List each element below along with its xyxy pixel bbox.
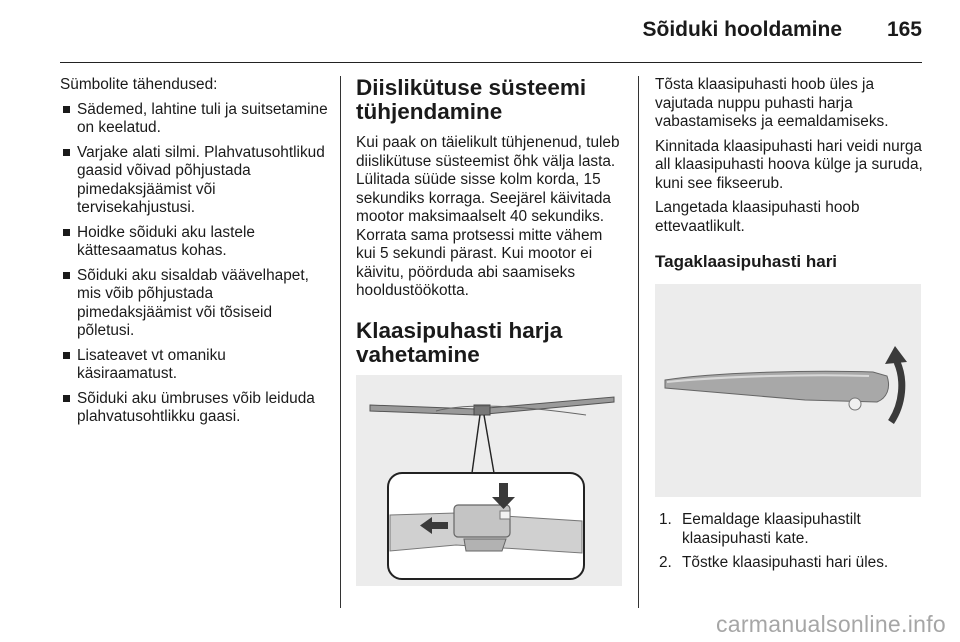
- symbol-list: [60, 101, 330, 427]
- rear-wiper-diagram: [655, 284, 921, 497]
- header-divider: [60, 62, 922, 63]
- list-item: Lisateavet vt omaniku käsiraamatust.: [60, 347, 330, 384]
- column-1: [60, 76, 330, 433]
- bullet-square-icon: [63, 149, 70, 156]
- list-item: Varjake alati silmi. Plahvatusohtlikud gaasid võivad põhjustada pimedaksjäämist või tervisekahjustusi.: [60, 144, 330, 218]
- bullet-square-icon: [63, 229, 70, 236]
- diesel-paragraph: Kui paak on täielikult tühjenenud, tuleb diislikütuse süsteemist õhk välja lasta. Lülitada süüde sisse kolm korda, 15 sekundiks korraga. Seejärel käivitada mootor maksimaalselt 40 sekundiks. Korrata sama protsessi mitte vähem kui 5 sekundi pärast. Kui mootor ei käivitu, pöörduda abi saamiseks hooldustöökotta.: [356, 134, 620, 299]
- bullet-square-icon: [63, 395, 70, 402]
- wiper-blade-diagram: [356, 375, 622, 586]
- column-3: [655, 76, 923, 579]
- wiper-step-paragraph-2: Kinnitada klaasipuhasti hari veidi nurga all klaasipuhasti hoova külge ja suruda, kuni see fikseerub.: [655, 137, 923, 192]
- rear-wiper-illustration: [655, 284, 921, 497]
- list-item: Sõiduki aku ümbruses võib leiduda plahvatusohtlikku gaasi.: [60, 390, 330, 427]
- front-wiper-illustration: [356, 375, 622, 586]
- subheading-rear-wiper: Tagaklaasipuhasti hari: [655, 252, 838, 271]
- header-title: Sõiduki hooldamine: [642, 18, 842, 41]
- step-item: 1. Eemaldage klaasipuhastilt klaasipuhasti kate.: [659, 511, 861, 547]
- bullet-square-icon: [63, 106, 70, 113]
- section-heading-diesel: Diislikütuse süsteemi tühjendamine: [356, 75, 587, 124]
- step-item: 2. Tõstke klaasipuhasti hari üles.: [659, 554, 889, 571]
- list-item: Hoidke sõiduki aku lastele kättesaamatus kohas.: [60, 224, 330, 261]
- section-heading-wiper: Klaasipuhasti harja vahetamine: [356, 317, 563, 367]
- bullet-square-icon: [63, 272, 70, 279]
- column-divider-2: [638, 76, 639, 608]
- wiper-step-paragraph-3: Langetada klaasipuhasti hoob ettevaatlikult.: [655, 199, 860, 235]
- symbols-intro: Sümbolite tähendused:: [60, 76, 218, 93]
- wiper-step-paragraph-1: Tõsta klaasipuhasti hoob üles ja vajutada nuppu puhasti harja vabastamiseks ja eemaldamiseks.: [655, 76, 889, 130]
- page-number: 165: [886, 18, 922, 41]
- list-item: Sädemed, lahtine tuli ja suitsetamine on keelatud.: [60, 101, 330, 138]
- column-divider-1: [340, 76, 341, 608]
- list-item: Sõiduki aku sisaldab väävelhapet, mis võib põhjustada pimedaksjäämist või tõsiseid põletusi.: [60, 267, 330, 341]
- column-2: [356, 76, 624, 586]
- bullet-square-icon: [63, 352, 70, 359]
- rear-wiper-steps: [655, 511, 923, 573]
- watermark-text: carmanualsonline.info: [715, 611, 946, 637]
